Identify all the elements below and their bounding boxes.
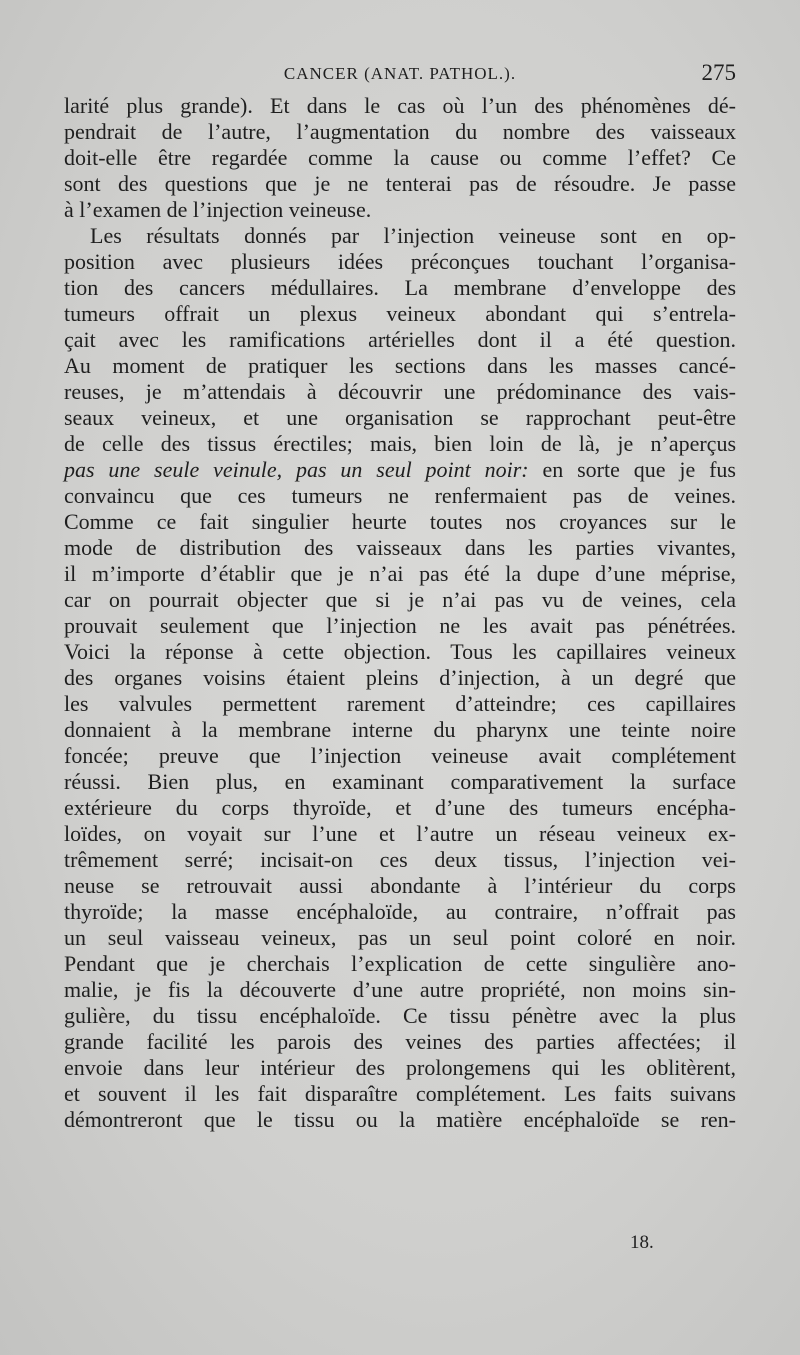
- text-line: seaux veineux, et une organisation se rapprochant peut-être: [64, 405, 736, 430]
- page-number: 275: [701, 60, 736, 85]
- signature-mark: 18.: [630, 1232, 654, 1253]
- text-line: Pendant que je cherchais l’explication de cette singulière ano-: [64, 951, 736, 976]
- text-line: thyroïde; la masse encéphaloïde, au contraire, n’offrait pas: [64, 899, 736, 924]
- text-line: et souvent il les fait disparaître complétement. Les faits suivans: [64, 1081, 736, 1106]
- text-line: çait avec les ramifications artérielles dont il a été question.: [64, 327, 736, 352]
- text-line: de celle des tissus érectiles; mais, bien loin de là, je n’aperçus: [64, 431, 736, 456]
- text-line: position avec plusieurs idées préconçues touchant l’organisa-: [64, 249, 736, 274]
- text-line: reuses, je m’attendais à découvrir une prédominance des vais-: [64, 379, 736, 404]
- text-line: des organes voisins étaient pleins d’injection, à un degré que: [64, 665, 736, 690]
- text-line: il m’importe d’établir que je n’ai pas été la dupe d’une méprise,: [64, 561, 736, 586]
- text-line: convaincu que ces tumeurs ne renfermaient pas de veines.: [64, 483, 736, 508]
- body-text: [64, 93, 736, 1133]
- text-line: gulière, du tissu encéphaloïde. Ce tissu pénètre avec la plus: [64, 1003, 736, 1028]
- text-line: doit-elle être regardée comme la cause ou comme l’effet? Ce: [64, 145, 736, 170]
- running-head: CANCER (ANAT. PATHOL.).: [283, 64, 517, 83]
- text-line: neuse se retrouvait aussi abondante à l’intérieur du corps: [64, 873, 736, 898]
- text-line: à l’examen de l’injection veineuse.: [64, 197, 372, 222]
- text-line: les valvules permettent rarement d’atteindre; ces capillaires: [64, 691, 736, 716]
- text-line-italic: [64, 457, 736, 483]
- text-line: mode de distribution des vaisseaux dans les parties vivantes,: [64, 535, 736, 560]
- text-line: larité plus grande). Et dans le cas où l’un des phénomènes dé-: [64, 93, 736, 118]
- text-line: foncée; preuve que l’injection veineuse avait complétement: [64, 743, 736, 768]
- text-line: car on pourrait objecter que si je n’ai pas vu de veines, cela: [64, 587, 736, 612]
- text-line: pendrait de l’autre, l’augmentation du nombre des vaisseaux: [64, 119, 736, 144]
- text-line: tion des cancers médullaires. La membrane d’enveloppe des: [64, 275, 736, 300]
- italic-phrase: pas une seule veinule, pas un seul point noir:: [64, 457, 529, 482]
- text-line: grande facilité les parois des veines des parties affectées; il: [64, 1029, 736, 1054]
- text-line: Les résultats donnés par l’injection veineuse sont en op-: [90, 223, 736, 248]
- text-line: donnaient à la membrane interne du pharynx une teinte noire: [64, 717, 736, 742]
- text-line: tumeurs offrait un plexus veineux abondant qui s’entrela-: [64, 301, 736, 326]
- text-line: Voici la réponse à cette objection. Tous les capillaires veineux: [64, 639, 736, 664]
- text-line: loïdes, on voyait sur l’une et l’autre un réseau veineux ex-: [64, 821, 736, 846]
- page-header: [64, 60, 736, 90]
- text-line: trêmement serré; incisait-on ces deux tissus, l’injection vei-: [64, 847, 736, 872]
- text-line: Comme ce fait singulier heurte toutes nos croyances sur le: [64, 509, 736, 534]
- text-line: réussi. Bien plus, en examinant comparativement la surface: [64, 769, 736, 794]
- text-line: envoie dans leur intérieur des prolongemens qui les oblitèrent,: [64, 1055, 736, 1080]
- text-line: démontreront que le tissu ou la matière encéphaloïde se ren-: [64, 1107, 736, 1132]
- text-line: prouvait seulement que l’injection ne les avait pas pénétrées.: [64, 613, 736, 638]
- line-remainder: en sorte que je fus: [542, 457, 736, 482]
- text-line: sont des questions que je ne tenterai pas de résoudre. Je passe: [64, 171, 736, 196]
- text-line: malie, je fis la découverte d’une autre propriété, non moins sin-: [64, 977, 736, 1002]
- text-line: Au moment de pratiquer les sections dans les masses cancé-: [64, 353, 736, 378]
- text-line: extérieure du corps thyroïde, et d’une des tumeurs encépha-: [64, 795, 736, 820]
- text-line: un seul vaisseau veineux, pas un seul point coloré en noir.: [64, 925, 736, 950]
